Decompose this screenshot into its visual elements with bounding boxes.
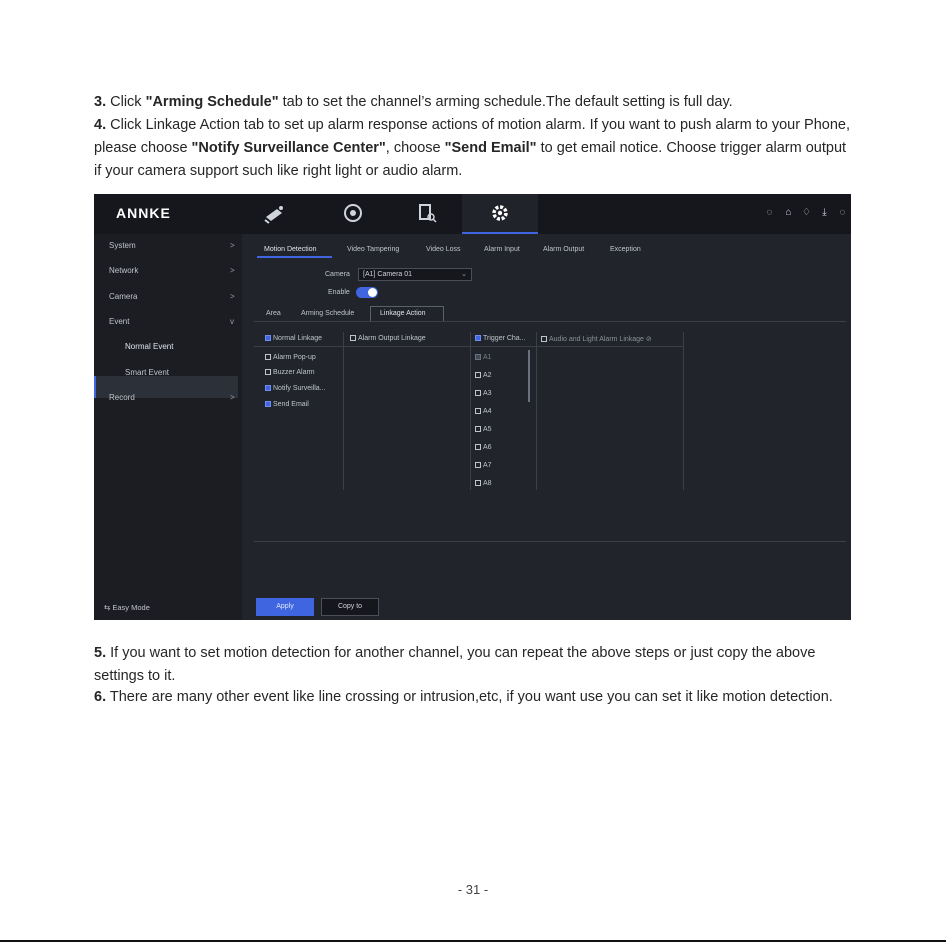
sidebar-item-record[interactable]: Record <box>109 393 135 402</box>
toggle-knob <box>368 288 377 297</box>
step-number: 6. <box>94 689 107 705</box>
tab-video-tampering[interactable]: Video Tampering <box>347 246 400 253</box>
column-divider <box>343 332 344 490</box>
tab-alarm-input[interactable]: Alarm Input <box>484 246 520 253</box>
settings-gear-icon[interactable] <box>487 200 513 226</box>
enable-toggle[interactable] <box>356 287 378 298</box>
column-label: Normal Linkage <box>273 335 323 342</box>
column-label: Trigger Cha... <box>483 335 526 342</box>
send-email-checkbox[interactable] <box>265 401 309 408</box>
checkbox-label: Notify Surveilla... <box>273 385 326 392</box>
header-divider <box>254 346 684 347</box>
sidebar <box>94 234 242 620</box>
trigger-a5-checkbox[interactable] <box>475 426 492 433</box>
checkbox-icon <box>265 401 271 407</box>
playback-icon[interactable] <box>340 200 366 226</box>
sidebar-item-camera[interactable]: Camera <box>109 292 138 301</box>
text: There are many other event like line crossing or intrusion,etc, if you want use you can set it like motion detection. <box>106 689 833 705</box>
buzzer-alarm-checkbox[interactable] <box>265 369 315 376</box>
bold-term: "Notify Surveillance Center" <box>191 140 386 156</box>
nvr-screenshot <box>94 194 851 620</box>
sidebar-item-event[interactable]: Event <box>109 317 130 326</box>
search-file-icon[interactable] <box>414 200 440 226</box>
trigger-a3-checkbox[interactable] <box>475 390 492 397</box>
trigger-a7-checkbox[interactable] <box>475 462 492 469</box>
enable-label: Enable <box>328 289 350 296</box>
alarm-icon[interactable]: ♢ <box>802 207 811 218</box>
home-icon[interactable]: ⌂ <box>785 207 792 218</box>
text: tab to set the channel’s arming schedule.The default setting is full day. <box>278 94 733 110</box>
text: If you want to set motion detection for another channel, you can repeat the above steps or just copy the above settings to it. <box>94 645 816 684</box>
annke-logo: ANNKE <box>116 205 171 221</box>
text: Click <box>106 94 146 110</box>
sidebar-item-system[interactable]: System <box>109 241 136 250</box>
checkbox-icon <box>475 335 481 341</box>
checkbox-label: A4 <box>483 408 492 415</box>
tab-motion-detection[interactable]: Motion Detection <box>264 246 317 253</box>
trigger-a6-checkbox[interactable] <box>475 444 492 451</box>
checkbox-label: A8 <box>483 480 492 487</box>
column-label: Alarm Output Linkage <box>358 335 426 342</box>
chevron-down-icon: ⌄ <box>461 271 467 278</box>
tab-video-loss[interactable]: Video Loss <box>426 246 461 253</box>
checkbox-icon <box>475 372 481 378</box>
checkbox-icon <box>475 480 481 486</box>
checkbox-label: A3 <box>483 390 492 397</box>
sidebar-item-network[interactable]: Network <box>109 266 139 275</box>
chevron-right-icon: > <box>230 266 235 275</box>
sidebar-item-normal-event[interactable]: Normal Event <box>125 342 174 351</box>
download-icon[interactable]: ⤓ <box>822 207 827 218</box>
alarm-output-linkage-header[interactable] <box>350 335 426 342</box>
bold-term: "Arming Schedule" <box>145 94 279 110</box>
subtab-linkage-action[interactable]: Linkage Action <box>380 310 426 317</box>
column-divider <box>536 332 537 490</box>
page-number: - 31 - <box>457 882 489 897</box>
top-bar <box>94 194 851 234</box>
refresh-icon[interactable]: ◌ <box>766 207 773 218</box>
step-3-paragraph <box>94 91 854 114</box>
text: , choose <box>385 140 445 156</box>
power-icon[interactable]: ◌ <box>839 207 846 218</box>
checkbox-label: Alarm Pop-up <box>273 354 316 361</box>
step-number: 3. <box>94 94 107 110</box>
tab-exception[interactable]: Exception <box>610 246 641 253</box>
chevron-right-icon: > <box>230 241 235 250</box>
checkbox-icon <box>350 335 356 341</box>
subtab-arming-schedule[interactable]: Arming Schedule <box>301 310 355 317</box>
checkbox-label: A1 <box>483 354 492 361</box>
checkbox-icon <box>265 369 271 375</box>
camera-icon[interactable] <box>262 200 288 226</box>
trigger-a2-checkbox[interactable] <box>475 372 492 379</box>
info-icon: ⊘ <box>645 336 652 343</box>
chevron-down-icon: v <box>230 317 234 326</box>
apply-button[interactable]: Apply <box>256 598 314 616</box>
normal-linkage-header[interactable] <box>265 335 322 342</box>
step-number: 5. <box>94 645 107 661</box>
checkbox-icon <box>265 385 271 391</box>
subtab-divider <box>254 321 846 322</box>
easy-mode-button[interactable]: ⇆ Easy Mode <box>104 603 150 612</box>
active-tab-indicator <box>257 256 332 258</box>
checkbox-icon <box>475 354 481 360</box>
tab-alarm-output[interactable]: Alarm Output <box>543 246 585 253</box>
trigger-a4-checkbox[interactable] <box>475 408 492 415</box>
content-divider <box>254 541 846 542</box>
trigger-list-scrollbar[interactable] <box>528 350 530 402</box>
sidebar-item-smart-event[interactable]: Smart Event <box>125 368 170 377</box>
checkbox-label: A6 <box>483 444 492 451</box>
bottom-rule <box>0 940 946 942</box>
chevron-right-icon: > <box>230 292 235 301</box>
chevron-right-icon: > <box>230 393 235 402</box>
column-divider <box>683 332 684 490</box>
camera-select[interactable] <box>358 268 472 281</box>
camera-label: Camera <box>325 271 350 278</box>
trigger-a1-checkbox[interactable] <box>475 354 492 361</box>
checkbox-icon <box>265 354 271 360</box>
notify-surveillance-checkbox[interactable] <box>265 385 326 392</box>
copy-to-button[interactable]: Copy to <box>321 598 379 616</box>
checkbox-icon <box>475 408 481 414</box>
audio-light-linkage-header[interactable] <box>541 335 652 343</box>
checkbox-label: A7 <box>483 462 492 469</box>
checkbox-label: Buzzer Alarm <box>273 369 315 376</box>
checkbox-icon <box>475 444 481 450</box>
trigger-a8-checkbox[interactable] <box>475 480 492 487</box>
checkbox-icon <box>541 336 547 342</box>
checkbox-label: Send Email <box>273 401 309 408</box>
text: to get email notice. Choose trigger alarm output if your camera support such like right light or audio alarm. <box>94 140 847 179</box>
trigger-channel-header[interactable] <box>475 335 526 342</box>
checkbox-label: A5 <box>483 426 492 433</box>
checkbox-icon <box>475 390 481 396</box>
checkbox-label: A2 <box>483 372 492 379</box>
step-6-paragraph <box>94 686 854 709</box>
checkbox-icon <box>475 462 481 468</box>
subtab-area[interactable]: Area <box>266 310 281 317</box>
bold-term: "Send Email" <box>444 140 537 156</box>
column-divider <box>470 332 471 490</box>
step-4-paragraph <box>94 114 854 183</box>
checkbox-icon <box>265 335 271 341</box>
text: Click Linkage Action tab to set up alarm response actions of motion alarm. If you want to push alarm to your Phone, please choose <box>94 117 851 156</box>
column-label: Audio and Light Alarm Linkage <box>549 336 644 343</box>
step-number: 4. <box>94 117 107 133</box>
alarm-popup-checkbox[interactable] <box>265 354 316 361</box>
camera-select-value: [A1] Camera 01 <box>363 271 413 278</box>
checkbox-icon <box>475 426 481 432</box>
step-5-paragraph <box>94 642 854 688</box>
